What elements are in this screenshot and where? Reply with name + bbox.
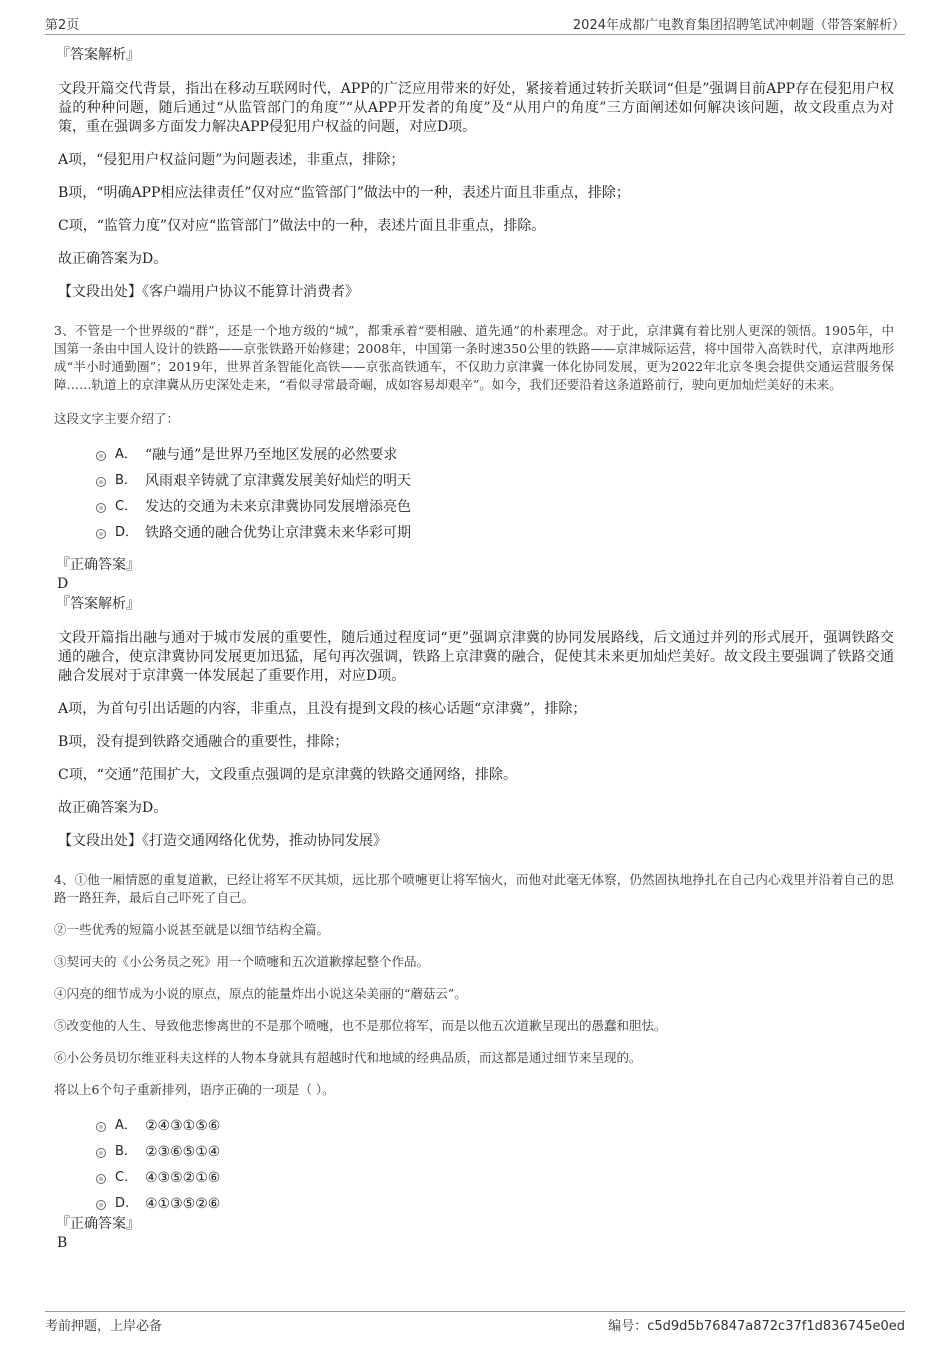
- page-footer: [45, 1311, 905, 1332]
- document-title: 2024年成都广电教育集团招聘笔试冲刺题（带答案解析）: [572, 18, 905, 33]
- footer-slogan: 考前押题，上岸必备: [45, 1319, 163, 1334]
- q3-options: [96, 442, 894, 546]
- option-text: ②③⑥⑤①④: [145, 1144, 221, 1160]
- q4-sentence: ⑤改变他的人生、导致他悲惨离世的不是那个喷嚏，也不是那位将军，而是以他五次道歉呈现出的愚蠢和胆怯。: [54, 1018, 667, 1033]
- q3-option-c[interactable]: [96, 494, 894, 520]
- option-text: ④③⑤②①⑥: [145, 1170, 221, 1186]
- q4-sentence: ②一些优秀的短篇小说甚至就是以细节结构全篇。: [54, 922, 330, 937]
- q4-options: [96, 1113, 894, 1217]
- q3-analysis-paragraph: A项，为首句引出话题的内容，非重点，且没有提到文段的核心话题“京津冀”，排除；: [58, 701, 587, 717]
- q2-analysis-paragraph: B项，“明确APP相应法律责任”仅对应“监管部门”做法中的一种，表述片面且非重点，排除；: [58, 185, 630, 201]
- q4-option-d[interactable]: [96, 1191, 894, 1217]
- radio-icon[interactable]: [96, 1200, 106, 1210]
- option-text: 铁路交通的融合优势让京津冀未来华彩可期: [145, 525, 411, 541]
- q2-source: 【文段出处】《客户端用户协议不能算计消费者》: [58, 284, 359, 300]
- q2-analysis-paragraph: 故正确答案为D。: [58, 251, 168, 267]
- page-number: 第2页: [45, 18, 80, 33]
- q4-prompt: 将以上6个句子重新排列，语序正确的一项是（ ）。: [54, 1082, 335, 1097]
- radio-icon[interactable]: [96, 1174, 106, 1184]
- q3-option-a[interactable]: [96, 442, 894, 468]
- radio-icon[interactable]: [96, 451, 106, 461]
- q4-sentence: 4、①他一厢情愿的重复道歉，已经让将军不厌其烦，远比那个喷嚏更让将军恼火，而他对此毫无体察，仍然固执地挣扎在自己内心戏里并沿着自己的思路一路狂奔，最后自己吓死了自己。: [54, 872, 894, 905]
- option-text: 风雨艰辛铸就了京津冀发展美好灿烂的明天: [145, 473, 411, 489]
- q3-analysis-paragraph: 文段开篇指出融与通对于城市发展的重要性，随后通过程度词“更”强调京津冀的协同发展路线，后文通过并列的形式展开，强调铁路交通的融合，使京津冀协同发展更加迅猛，尾句再次强调，铁路上京津冀的融合，促使其未来更加灿烂美好。故文段主要强调了铁路交通融合发展对于京津冀一体发展起了重要作用，对应D项。: [58, 630, 894, 684]
- option-letter: B.: [115, 473, 129, 488]
- q3-analysis-paragraph: C项，“交通”范围扩大，文段重点强调的是京津冀的铁路交通网络，排除。: [58, 767, 518, 783]
- q2-analysis-paragraph: 文段开篇交代背景，指出在移动互联网时代，APP的广泛应用带来的好处，紧接着通过转折关联词“但是”强调目前APP存在侵犯用户权益的种种问题，随后通过“从监管部门的角度”“从APP开发者的角度”及“从用户的角度”三方面阐述如何解决该问题，故文段重点为对策，重在强调多方面发力解决APP侵犯用户权益的问题，对应D项。: [58, 81, 894, 135]
- q4-sentence: ④闪亮的细节成为小说的原点，原点的能量炸出小说这朵美丽的“蘑菇云”。: [54, 986, 467, 1001]
- q4-option-b[interactable]: [96, 1139, 894, 1165]
- radio-icon[interactable]: [96, 1122, 106, 1132]
- q4-answer: B: [57, 1235, 68, 1251]
- q3-option-b[interactable]: [96, 468, 894, 494]
- q3-analysis-paragraph: 故正确答案为D。: [58, 800, 168, 816]
- option-letter: A．: [115, 1118, 137, 1133]
- q4-option-c[interactable]: [96, 1165, 894, 1191]
- q3-analysis-paragraph: B项，没有提到铁路交通融合的重要性，排除；: [58, 734, 349, 750]
- q3-option-d[interactable]: [96, 520, 894, 546]
- option-text: 发达的交通为未来京津冀协同发展增添亮色: [145, 499, 411, 515]
- option-letter: B.: [115, 1144, 129, 1159]
- option-letter: C．: [115, 499, 138, 514]
- option-text: “融与通”是世界乃至地区发展的必然要求: [145, 447, 398, 463]
- q2-analysis-paragraph: C项，“监管力度”仅对应“监管部门”做法中的一种，表述片面且非重点，排除。: [58, 218, 546, 234]
- option-letter: D．: [115, 525, 139, 540]
- q4-option-a[interactable]: [96, 1113, 894, 1139]
- option-letter: C.: [115, 1170, 129, 1185]
- q3-source: 【文段出处】《打造交通网络化优势，推动协同发展》: [58, 833, 387, 849]
- option-text: ②④③①⑤⑥: [145, 1118, 221, 1134]
- radio-icon[interactable]: [96, 503, 106, 513]
- option-letter: A．: [115, 447, 137, 462]
- page-content: [56, 44, 894, 1252]
- q4-sentence: ③契诃夫的《小公务员之死》用一个喷嚏和五次道歉撑起整个作品。: [54, 954, 430, 969]
- q2-analysis-label: 『答案解析』: [56, 47, 140, 63]
- page-header: [45, 12, 905, 35]
- q4-sentence: ⑥小公务员切尔维亚科夫这样的人物本身就具有超越时代和地域的经典品质，而这都是通过细节来呈现的。: [54, 1050, 642, 1065]
- document-code: 编号：c5d9d5b76847a872c37f1d836745e0ed: [608, 1319, 905, 1334]
- q2-analysis-paragraph: A项，“侵犯用户权益问题”为问题表述，非重点，排除；: [58, 152, 405, 168]
- radio-icon[interactable]: [96, 529, 106, 539]
- q3-prompt: 这段文字主要介绍了：: [54, 411, 180, 426]
- q4-answer-label: 『正确答案』: [56, 1216, 140, 1232]
- option-letter: D.: [115, 1196, 130, 1211]
- q3-answer-label: 『正确答案』: [56, 557, 140, 573]
- radio-icon[interactable]: [96, 1148, 106, 1158]
- q3-answer: D: [57, 576, 69, 592]
- option-text: ④①③⑤②⑥: [145, 1196, 221, 1212]
- radio-icon[interactable]: [96, 477, 106, 487]
- q3-analysis-label: 『答案解析』: [56, 596, 140, 612]
- q3-question-text: 3、不管是一个世界级的“群”，还是一个地方级的“城”，都秉承着“要相融、道先通”的朴素理念。对于此，京津冀有着比别人更深的领悟。1905年，中国第一条由中国人设计的铁路——京张铁路开始修建；2008年，中国第一条时速350公里的铁路——京津城际运营，将中国带入高铁时代，京津两地形成“半小时通勤圈”；2019年，世界首条智能化高铁——京张高铁通车，不仅助力京津冀一体化协同发展，更为2022年北京冬奥会提供交通运营服务保障……轨道上的京津冀从历史深处走来，“看似寻常最奇崛，成如容易却艰辛”。如今，我们还要沿着这条道路前行，驶向更加灿烂美好的未来。: [54, 323, 894, 392]
